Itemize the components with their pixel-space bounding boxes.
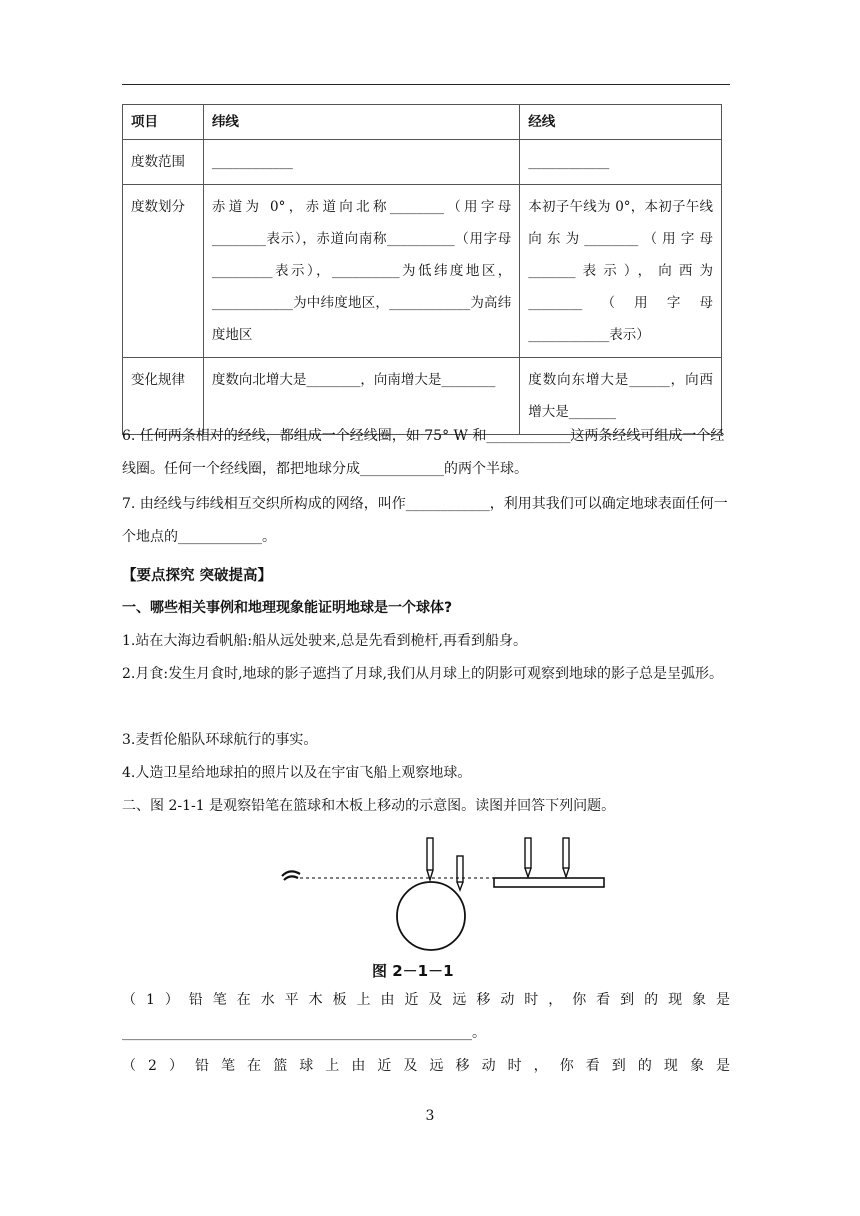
lat-cell: 赤道为 0°，赤道向北称________（用字母________表示），赤道向南称__________（用字母_________表示），__________为低纬度地区，____________为中纬度地区，____________为高纬度地区 xyxy=(203,185,519,358)
point-4: 4.人造卫星给地球拍的照片以及在宇宙飞船上观察地球。 xyxy=(122,765,472,781)
lat-cell: 度数向北增大是________，向南增大是________ xyxy=(203,358,519,435)
page-number: 3 xyxy=(425,1108,435,1124)
header-longitude: 经线 xyxy=(520,105,722,140)
row-label: 度数划分 xyxy=(123,185,204,358)
header-item: 项目 xyxy=(123,105,204,140)
question-6: 6. 任何两条相对的经线，都组成一个经线圈，如 75° W 和____________这两条经线可组成一个经线圈。任何一个经线圈，都把地球分成____________的两个半球。 xyxy=(122,428,725,477)
eye-icon xyxy=(282,871,300,880)
answer-1-prompt: （1）铅笔在水平木板上由近及远移动时，你看到的现象是 xyxy=(122,992,730,1008)
lon-cell: ____________ xyxy=(520,140,722,185)
section-heading: 【要点探究 突破提高】 xyxy=(122,568,273,584)
lat-cell: ____________ xyxy=(203,140,519,185)
pencil-on-board-near xyxy=(525,838,531,877)
table-row xyxy=(123,185,722,358)
pencil-on-board-far xyxy=(563,838,569,877)
answer-1-blank: __________________________________________________。 xyxy=(122,1025,486,1041)
row-label: 度数范围 xyxy=(123,140,204,185)
point-3: 3.麦哲伦船队环球航行的事实。 xyxy=(122,732,318,748)
point-2: 2.月食:发生月食时,地球的影子遮挡了月球,我们从月球上的阴影可观察到地球的影子总是呈弧形。 xyxy=(122,666,723,682)
lat-lon-table xyxy=(122,104,722,435)
row-label: 变化规律 xyxy=(123,358,204,435)
basketball-circle xyxy=(397,882,465,950)
header-rule xyxy=(122,84,730,85)
figure-caption: 图 2－1－1 xyxy=(372,962,454,980)
wooden-board xyxy=(494,878,604,887)
question-7: 7. 由经线与纬线相互交织所构成的网络，叫作____________，利用其我们可以确定地球表面任何一个地点的____________。 xyxy=(122,496,728,545)
header-latitude: 纬线 xyxy=(203,105,519,140)
pencil-on-ball-top xyxy=(427,838,433,880)
question-two-title: 二、图 2-1-1 是观察铅笔在篮球和木板上移动的示意图。读图并回答下列问题。 xyxy=(122,798,616,814)
pencil-on-ball-side xyxy=(457,856,463,890)
question-one-title: 一、哪些相关事例和地理现象能证明地球是一个球体? xyxy=(122,600,453,616)
table-row xyxy=(123,140,722,185)
lon-cell: 本初子午线为 0°，本初子午线向东为________（用字母_______表示），向西为________（用字母____________表示） xyxy=(520,185,722,358)
lon-cell: 度数向东增大是______，向西增大是_______ xyxy=(520,358,722,435)
point-1: 1.站在大海边看帆船:船从远处驶来,总是先看到桅杆,再看到船身。 xyxy=(122,633,527,649)
answer-2-prompt: （2）铅笔在篮球上由近及远移动时，你看到的现象是 xyxy=(122,1058,730,1074)
table-header-row xyxy=(123,105,722,140)
pencil-figure xyxy=(270,830,620,960)
